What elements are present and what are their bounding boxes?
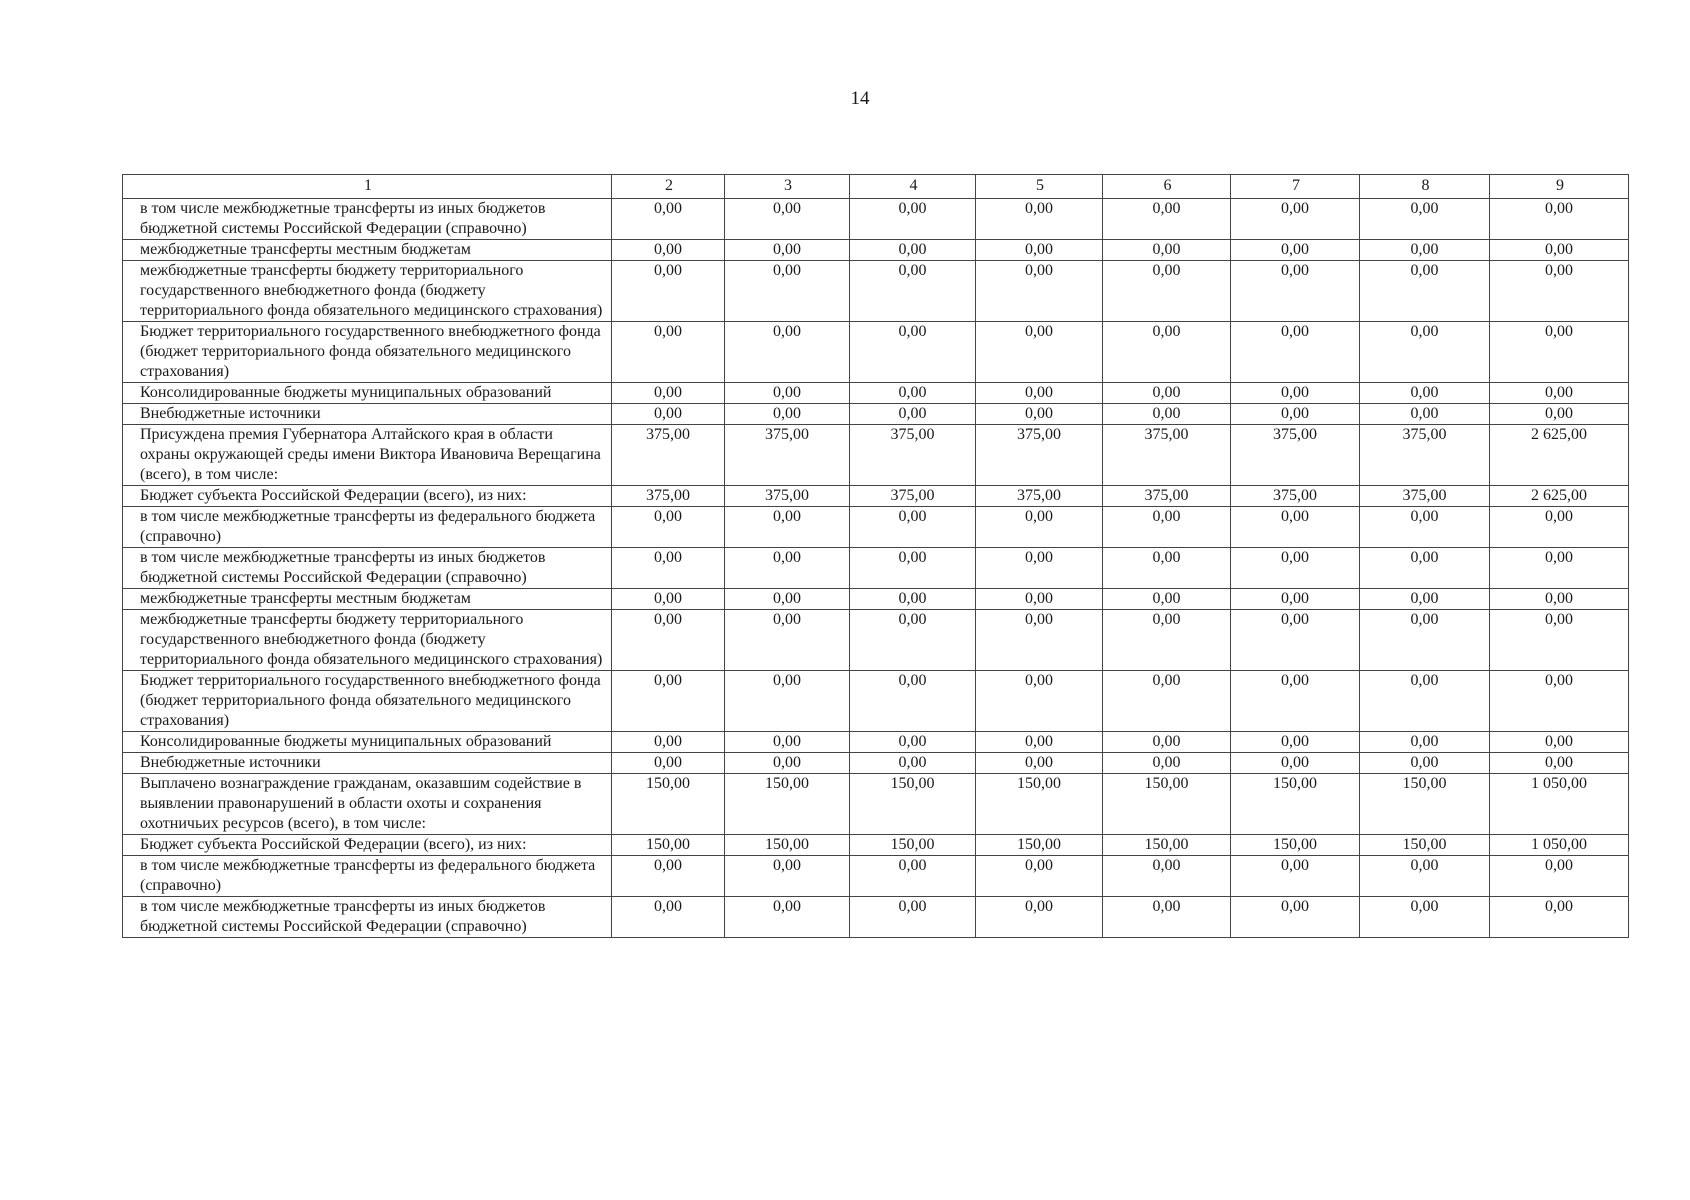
row-value: 0,00: [850, 671, 976, 732]
row-value: 0,00: [612, 322, 725, 383]
row-value: 150,00: [725, 774, 850, 835]
row-value: 0,00: [725, 240, 850, 261]
row-value: 0,00: [1103, 548, 1231, 589]
row-value: 375,00: [612, 425, 725, 486]
row-value: 150,00: [1103, 835, 1231, 856]
row-value: 150,00: [976, 774, 1103, 835]
row-value: 0,00: [612, 753, 725, 774]
row-value: 0,00: [1490, 261, 1629, 322]
row-label: Бюджет территориального государственного внебюджетного фонда (бюджет территориального фонда обязательного медицинского страхования): [123, 322, 612, 383]
row-label: межбюджетные трансферты местным бюджетам: [123, 240, 612, 261]
column-header: 2: [612, 175, 725, 199]
row-value: 0,00: [1231, 383, 1360, 404]
row-value: 0,00: [612, 199, 725, 240]
row-label: Выплачено вознаграждение гражданам, оказавшим содействие в выявлении правонарушений в области охоты и сохранения охотничьих ресурсов (всего), в том числе:: [123, 774, 612, 835]
table-row: [123, 897, 1629, 938]
row-value: 0,00: [612, 589, 725, 610]
row-value: 0,00: [612, 671, 725, 732]
row-value: 0,00: [1490, 732, 1629, 753]
table-row: [123, 383, 1629, 404]
row-label: Консолидированные бюджеты муниципальных образований: [123, 732, 612, 753]
row-value: 0,00: [1490, 753, 1629, 774]
row-value: 0,00: [976, 610, 1103, 671]
row-value: 150,00: [1103, 774, 1231, 835]
table-row: [123, 856, 1629, 897]
row-value: 0,00: [1103, 240, 1231, 261]
row-label: в том числе межбюджетные трансферты из иных бюджетов бюджетной системы Российской Федерации (справочно): [123, 548, 612, 589]
row-label: Присуждена премия Губернатора Алтайского края в области охраны окружающей среды имени Виктора Ивановича Верещагина (всего), в том числе:: [123, 425, 612, 486]
row-value: 375,00: [1103, 425, 1231, 486]
row-value: 0,00: [976, 199, 1103, 240]
row-label: Внебюджетные источники: [123, 404, 612, 425]
row-value: 0,00: [1360, 383, 1490, 404]
row-value: 0,00: [850, 507, 976, 548]
row-value: 375,00: [850, 486, 976, 507]
row-value: 1 050,00: [1490, 774, 1629, 835]
row-value: 0,00: [976, 404, 1103, 425]
row-value: 0,00: [612, 507, 725, 548]
row-value: 0,00: [612, 732, 725, 753]
table-row: [123, 835, 1629, 856]
row-label: Бюджет территориального государственного внебюджетного фонда (бюджет территориального фонда обязательного медицинского страхования): [123, 671, 612, 732]
row-value: 0,00: [1490, 507, 1629, 548]
row-value: 0,00: [612, 240, 725, 261]
table-row: [123, 774, 1629, 835]
row-value: 0,00: [725, 856, 850, 897]
row-value: 150,00: [850, 835, 976, 856]
table-row: [123, 507, 1629, 548]
row-value: 0,00: [1231, 261, 1360, 322]
column-header: 4: [850, 175, 976, 199]
row-value: 0,00: [1103, 322, 1231, 383]
row-value: 0,00: [1231, 732, 1360, 753]
row-value: 0,00: [725, 753, 850, 774]
table-row: [123, 589, 1629, 610]
row-value: 0,00: [612, 404, 725, 425]
row-value: 0,00: [1490, 404, 1629, 425]
row-value: 0,00: [725, 507, 850, 548]
row-label: Бюджет субъекта Российской Федерации (всего), из них:: [123, 486, 612, 507]
row-value: 0,00: [725, 548, 850, 589]
row-value: 0,00: [1360, 322, 1490, 383]
row-value: 0,00: [1360, 671, 1490, 732]
row-label: межбюджетные трансферты бюджету территориального государственного внебюджетного фонда (бюджету территориального фонда обязательного медицинского страхования): [123, 610, 612, 671]
row-value: 0,00: [1231, 589, 1360, 610]
row-value: 0,00: [612, 897, 725, 938]
row-value: 0,00: [850, 261, 976, 322]
row-value: 0,00: [1231, 897, 1360, 938]
row-value: 0,00: [1231, 548, 1360, 589]
row-value: 0,00: [1103, 383, 1231, 404]
row-value: 0,00: [1360, 507, 1490, 548]
row-value: 150,00: [1231, 835, 1360, 856]
row-value: 375,00: [1231, 425, 1360, 486]
row-value: 0,00: [850, 404, 976, 425]
row-value: 0,00: [725, 199, 850, 240]
table-body: [123, 199, 1629, 938]
row-value: 0,00: [725, 589, 850, 610]
table-row: [123, 610, 1629, 671]
row-value: 0,00: [850, 610, 976, 671]
row-label: в том числе межбюджетные трансферты из иных бюджетов бюджетной системы Российской Федерации (справочно): [123, 897, 612, 938]
row-value: 0,00: [1490, 897, 1629, 938]
row-value: 0,00: [725, 383, 850, 404]
row-value: 0,00: [850, 856, 976, 897]
table-row: [123, 548, 1629, 589]
row-value: 2 625,00: [1490, 486, 1629, 507]
row-value: 150,00: [612, 774, 725, 835]
row-value: 375,00: [725, 486, 850, 507]
row-value: 0,00: [1490, 856, 1629, 897]
row-label: в том числе межбюджетные трансферты из иных бюджетов бюджетной системы Российской Федерации (справочно): [123, 199, 612, 240]
row-value: 0,00: [1103, 610, 1231, 671]
row-value: 0,00: [850, 589, 976, 610]
row-value: 375,00: [725, 425, 850, 486]
row-value: 375,00: [1103, 486, 1231, 507]
row-value: 0,00: [612, 856, 725, 897]
row-value: 0,00: [976, 589, 1103, 610]
row-value: 0,00: [725, 261, 850, 322]
row-value: 0,00: [1360, 548, 1490, 589]
row-value: 0,00: [1490, 322, 1629, 383]
row-value: 0,00: [725, 671, 850, 732]
row-value: 0,00: [976, 322, 1103, 383]
row-value: 0,00: [1360, 856, 1490, 897]
row-value: 0,00: [1231, 610, 1360, 671]
row-label: Консолидированные бюджеты муниципальных образований: [123, 383, 612, 404]
row-label: в том числе межбюджетные трансферты из федерального бюджета (справочно): [123, 856, 612, 897]
row-value: 0,00: [1103, 753, 1231, 774]
row-value: 0,00: [1231, 671, 1360, 732]
row-value: 0,00: [612, 548, 725, 589]
row-value: 0,00: [612, 383, 725, 404]
row-label: Внебюджетные источники: [123, 753, 612, 774]
row-label: межбюджетные трансферты бюджету территориального государственного внебюджетного фонда (бюджету территориального фонда обязательного медицинского страхования): [123, 261, 612, 322]
row-value: 0,00: [976, 671, 1103, 732]
row-value: 0,00: [976, 240, 1103, 261]
row-value: 375,00: [1360, 486, 1490, 507]
column-header: 6: [1103, 175, 1231, 199]
budget-table: [122, 174, 1629, 938]
row-value: 0,00: [1103, 732, 1231, 753]
row-value: 1 050,00: [1490, 835, 1629, 856]
row-value: 0,00: [1360, 261, 1490, 322]
table-header-row: [123, 175, 1629, 199]
row-value: 375,00: [976, 425, 1103, 486]
row-value: 0,00: [612, 261, 725, 322]
row-value: 0,00: [725, 322, 850, 383]
row-value: 0,00: [1360, 240, 1490, 261]
row-value: 0,00: [976, 261, 1103, 322]
row-value: 0,00: [1360, 610, 1490, 671]
table-row: [123, 425, 1629, 486]
row-value: 0,00: [850, 199, 976, 240]
row-value: 0,00: [1231, 507, 1360, 548]
row-value: 0,00: [1490, 383, 1629, 404]
row-value: 0,00: [1360, 589, 1490, 610]
table-row: [123, 240, 1629, 261]
row-label: в том числе межбюджетные трансферты из федерального бюджета (справочно): [123, 507, 612, 548]
row-value: 0,00: [1490, 589, 1629, 610]
row-value: 0,00: [850, 732, 976, 753]
table-row: [123, 753, 1629, 774]
row-value: 150,00: [1360, 835, 1490, 856]
row-value: 0,00: [1360, 732, 1490, 753]
row-value: 0,00: [976, 897, 1103, 938]
row-value: 150,00: [1360, 774, 1490, 835]
column-header: 7: [1231, 175, 1360, 199]
row-value: 0,00: [1231, 322, 1360, 383]
row-value: 0,00: [725, 732, 850, 753]
row-value: 0,00: [1103, 856, 1231, 897]
row-value: 375,00: [612, 486, 725, 507]
row-value: 0,00: [1103, 671, 1231, 732]
column-header: 3: [725, 175, 850, 199]
row-value: 0,00: [1103, 404, 1231, 425]
column-header: 5: [976, 175, 1103, 199]
table-row: [123, 732, 1629, 753]
column-header: 8: [1360, 175, 1490, 199]
row-value: 0,00: [1490, 548, 1629, 589]
row-value: 150,00: [612, 835, 725, 856]
row-value: 0,00: [850, 383, 976, 404]
row-value: 0,00: [976, 548, 1103, 589]
row-value: 0,00: [850, 897, 976, 938]
row-value: 150,00: [976, 835, 1103, 856]
row-value: 0,00: [1103, 589, 1231, 610]
row-value: 0,00: [1231, 240, 1360, 261]
table-row: [123, 199, 1629, 240]
row-value: 0,00: [1231, 404, 1360, 425]
row-value: 0,00: [1360, 199, 1490, 240]
row-value: 0,00: [1360, 753, 1490, 774]
table-row: [123, 404, 1629, 425]
row-value: 0,00: [1490, 240, 1629, 261]
row-value: 0,00: [976, 383, 1103, 404]
table-row: [123, 261, 1629, 322]
row-value: 0,00: [1360, 897, 1490, 938]
page-number: 14: [850, 88, 870, 109]
row-value: 375,00: [1231, 486, 1360, 507]
row-value: 375,00: [1360, 425, 1490, 486]
row-value: 0,00: [725, 404, 850, 425]
row-value: 2 625,00: [1490, 425, 1629, 486]
row-value: 150,00: [850, 774, 976, 835]
row-value: 0,00: [1231, 856, 1360, 897]
row-value: 0,00: [1490, 610, 1629, 671]
row-value: 0,00: [725, 610, 850, 671]
row-value: 375,00: [976, 486, 1103, 507]
row-value: 0,00: [1103, 261, 1231, 322]
row-value: 0,00: [976, 507, 1103, 548]
row-value: 0,00: [976, 753, 1103, 774]
table-row: [123, 322, 1629, 383]
row-label: межбюджетные трансферты местным бюджетам: [123, 589, 612, 610]
row-value: 150,00: [725, 835, 850, 856]
row-value: 0,00: [1360, 404, 1490, 425]
row-value: 0,00: [850, 322, 976, 383]
row-value: 0,00: [850, 548, 976, 589]
row-value: 0,00: [850, 753, 976, 774]
row-value: 0,00: [1231, 199, 1360, 240]
column-header: 1: [123, 175, 612, 199]
row-value: 0,00: [976, 856, 1103, 897]
row-value: 0,00: [1231, 753, 1360, 774]
row-value: 0,00: [1103, 897, 1231, 938]
row-value: 0,00: [1103, 199, 1231, 240]
row-value: 0,00: [725, 897, 850, 938]
row-value: 0,00: [1490, 199, 1629, 240]
column-header: 9: [1490, 175, 1629, 199]
row-value: 0,00: [1103, 507, 1231, 548]
row-label: Бюджет субъекта Российской Федерации (всего), из них:: [123, 835, 612, 856]
row-value: 0,00: [850, 240, 976, 261]
table-row: [123, 671, 1629, 732]
row-value: 0,00: [976, 732, 1103, 753]
table-row: [123, 486, 1629, 507]
row-value: 0,00: [1490, 671, 1629, 732]
row-value: 0,00: [612, 610, 725, 671]
row-value: 150,00: [1231, 774, 1360, 835]
row-value: 375,00: [850, 425, 976, 486]
